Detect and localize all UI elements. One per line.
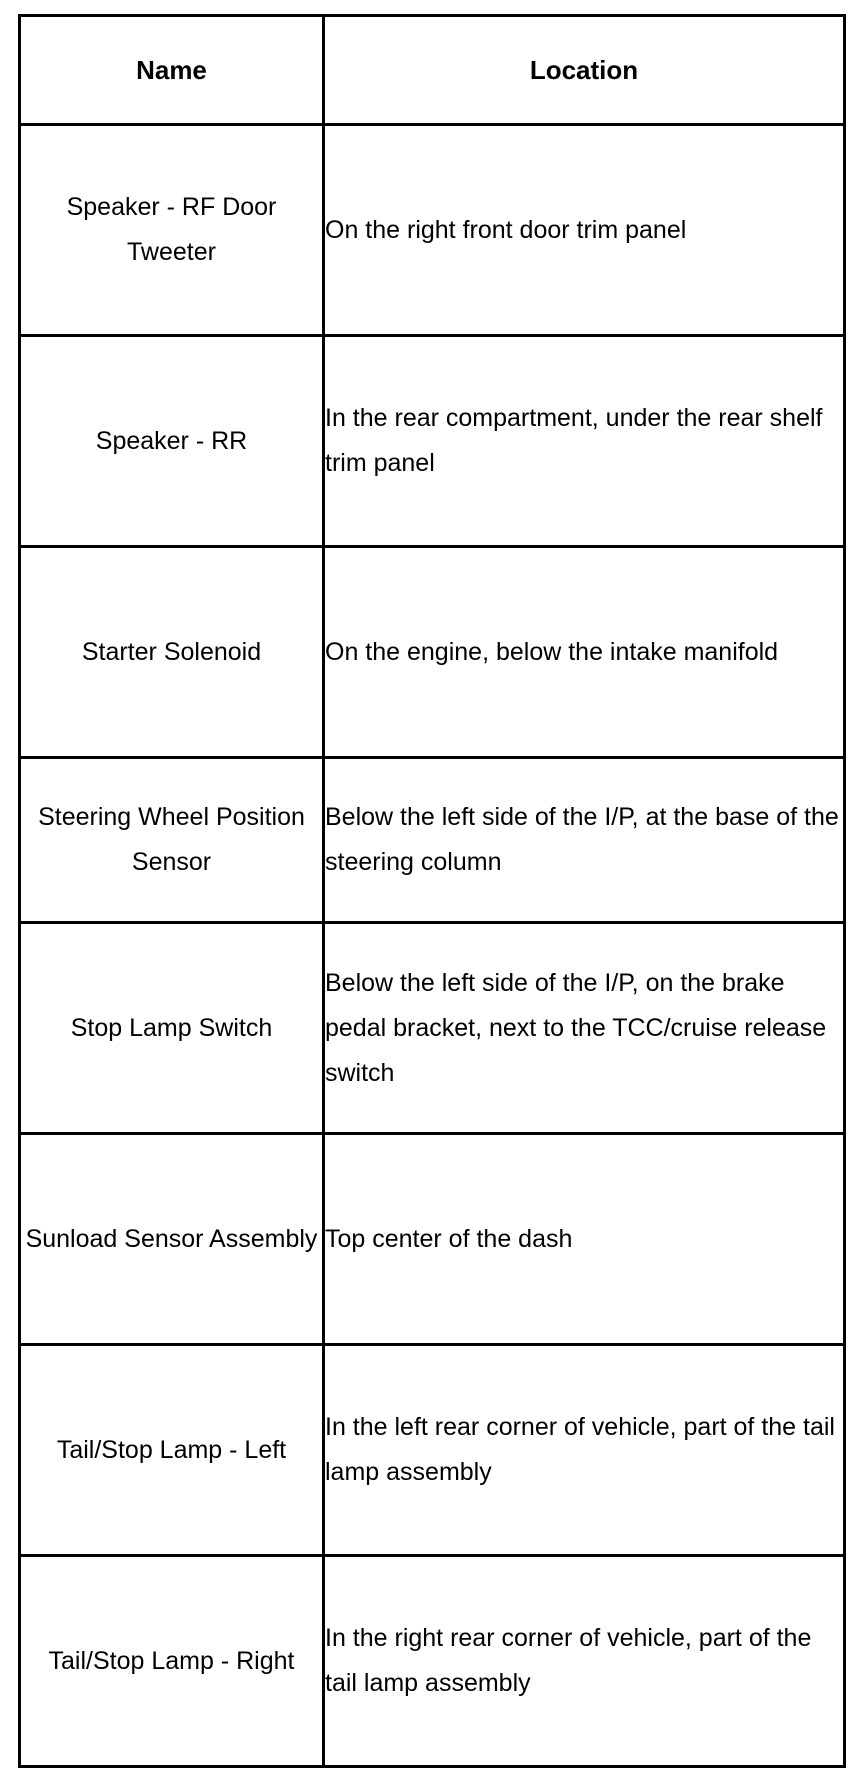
table-row bbox=[20, 336, 845, 547]
component-location-table bbox=[18, 14, 846, 1768]
location-column-header: Location bbox=[324, 16, 845, 125]
name-cell: Stop Lamp Switch bbox=[20, 923, 324, 1134]
location-cell: In the rear compartment, under the rear shelf trim panel bbox=[324, 336, 845, 547]
name-cell: Speaker - RF Door Tweeter bbox=[20, 125, 324, 336]
table-row bbox=[20, 1134, 845, 1345]
table-row bbox=[20, 1556, 845, 1767]
location-cell: Top center of the dash bbox=[324, 1134, 845, 1345]
location-cell: On the engine, below the intake manifold bbox=[324, 547, 845, 758]
table-row bbox=[20, 125, 845, 336]
table-row bbox=[20, 923, 845, 1134]
name-cell: Steering Wheel Position Sensor bbox=[20, 758, 324, 923]
name-cell: Tail/Stop Lamp - Right bbox=[20, 1556, 324, 1767]
name-cell: Speaker - RR bbox=[20, 336, 324, 547]
name-cell: Starter Solenoid bbox=[20, 547, 324, 758]
location-cell: On the right front door trim panel bbox=[324, 125, 845, 336]
table-row bbox=[20, 1345, 845, 1556]
location-cell: Below the left side of the I/P, on the brake pedal bracket, next to the TCC/cruise release switch bbox=[324, 923, 845, 1134]
location-cell: Below the left side of the I/P, at the base of the steering column bbox=[324, 758, 845, 923]
location-cell: In the left rear corner of vehicle, part of the tail lamp assembly bbox=[324, 1345, 845, 1556]
header-row bbox=[20, 16, 845, 125]
location-cell: In the right rear corner of vehicle, part of the tail lamp assembly bbox=[324, 1556, 845, 1767]
table-row bbox=[20, 547, 845, 758]
name-column-header: Name bbox=[20, 16, 324, 125]
name-cell: Sunload Sensor Assembly bbox=[20, 1134, 324, 1345]
name-cell: Tail/Stop Lamp - Left bbox=[20, 1345, 324, 1556]
table-row bbox=[20, 758, 845, 923]
